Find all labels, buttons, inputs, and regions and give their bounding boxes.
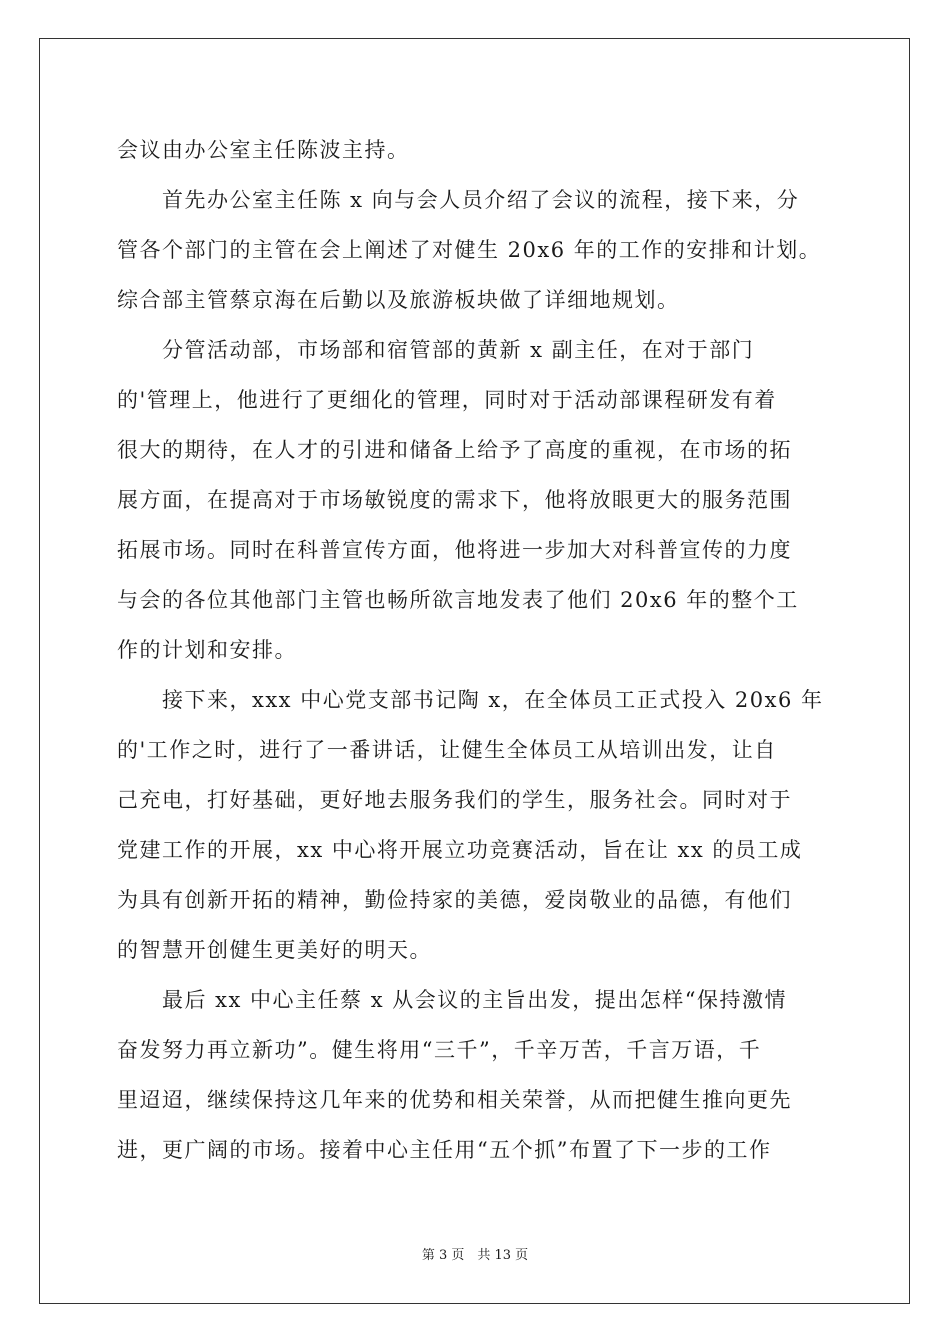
text-line: 里迢迢，继续保持这几年来的优势和相关荣誉，从而把健生推向更先 — [117, 1088, 792, 1112]
text-line: 展方面，在提高对于市场敏锐度的需求下，他将放眼更大的服务范围 — [117, 488, 792, 512]
text-line: 综合部主管蔡京海在后勤以及旅游板块做了详细地规划。 — [117, 288, 680, 312]
text-line: 与会的各位其他部门主管也畅所欲言地发表了他们 20x6 年的整个工 — [117, 588, 799, 612]
page-border — [39, 38, 910, 1304]
page-footer — [0, 1247, 950, 1265]
text-line: 很大的期待，在人才的引进和储备上给予了高度的重视，在市场的拓 — [117, 438, 792, 462]
text-line: 作的计划和安排。 — [117, 638, 297, 662]
text-line: 的'管理上，他进行了更细化的管理，同时对于活动部课程研发有着 — [117, 388, 777, 412]
text-line: 为具有创新开拓的精神，勤俭持家的美德，爱岗敬业的品德，有他们 — [117, 888, 792, 912]
text-line: 进，更广阔的市场。接着中心主任用“五个抓”布置了下一步的工作 — [117, 1138, 772, 1162]
text-line: 最后 xx 中心主任蔡 x 从会议的主旨出发，提出怎样“保持激情 — [117, 988, 787, 1012]
text-line: 分管活动部，市场部和宿管部的黄新 x 副主任，在对于部门 — [117, 338, 755, 362]
text-line: 的'工作之时，进行了一番讲话，让健生全体员工从培训出发，让自 — [117, 738, 777, 762]
page-number: 第 3 页 共 13 页 — [421, 1248, 529, 1263]
text-line: 首先办公室主任陈 x 向与会人员介绍了会议的流程，接下来，分 — [117, 188, 800, 212]
text-line: 的智慧开创健生更美好的明天。 — [117, 938, 432, 962]
text-line: 管各个部门的主管在会上阐述了对健生 20x6 年的工作的安排和计划。 — [117, 238, 822, 262]
text-line: 接下来，xxx 中心党支部书记陶 x，在全体员工正式投入 20x6 年 — [117, 688, 824, 712]
text-line: 党建工作的开展，xx 中心将开展立功竞赛活动，旨在让 xx 的员工成 — [117, 838, 803, 862]
text-line: 拓展市场。同时在科普宣传方面，他将进一步加大对科普宣传的力度 — [117, 538, 792, 562]
text-line: 奋发努力再立新功”。健生将用“三千”，千辛万苦，千言万语，千 — [117, 1038, 762, 1062]
text-line: 会议由办公室主任陈波主持。 — [117, 138, 410, 162]
text-line: 己充电，打好基础，更好地去服务我们的学生，服务社会。同时对于 — [117, 788, 792, 812]
